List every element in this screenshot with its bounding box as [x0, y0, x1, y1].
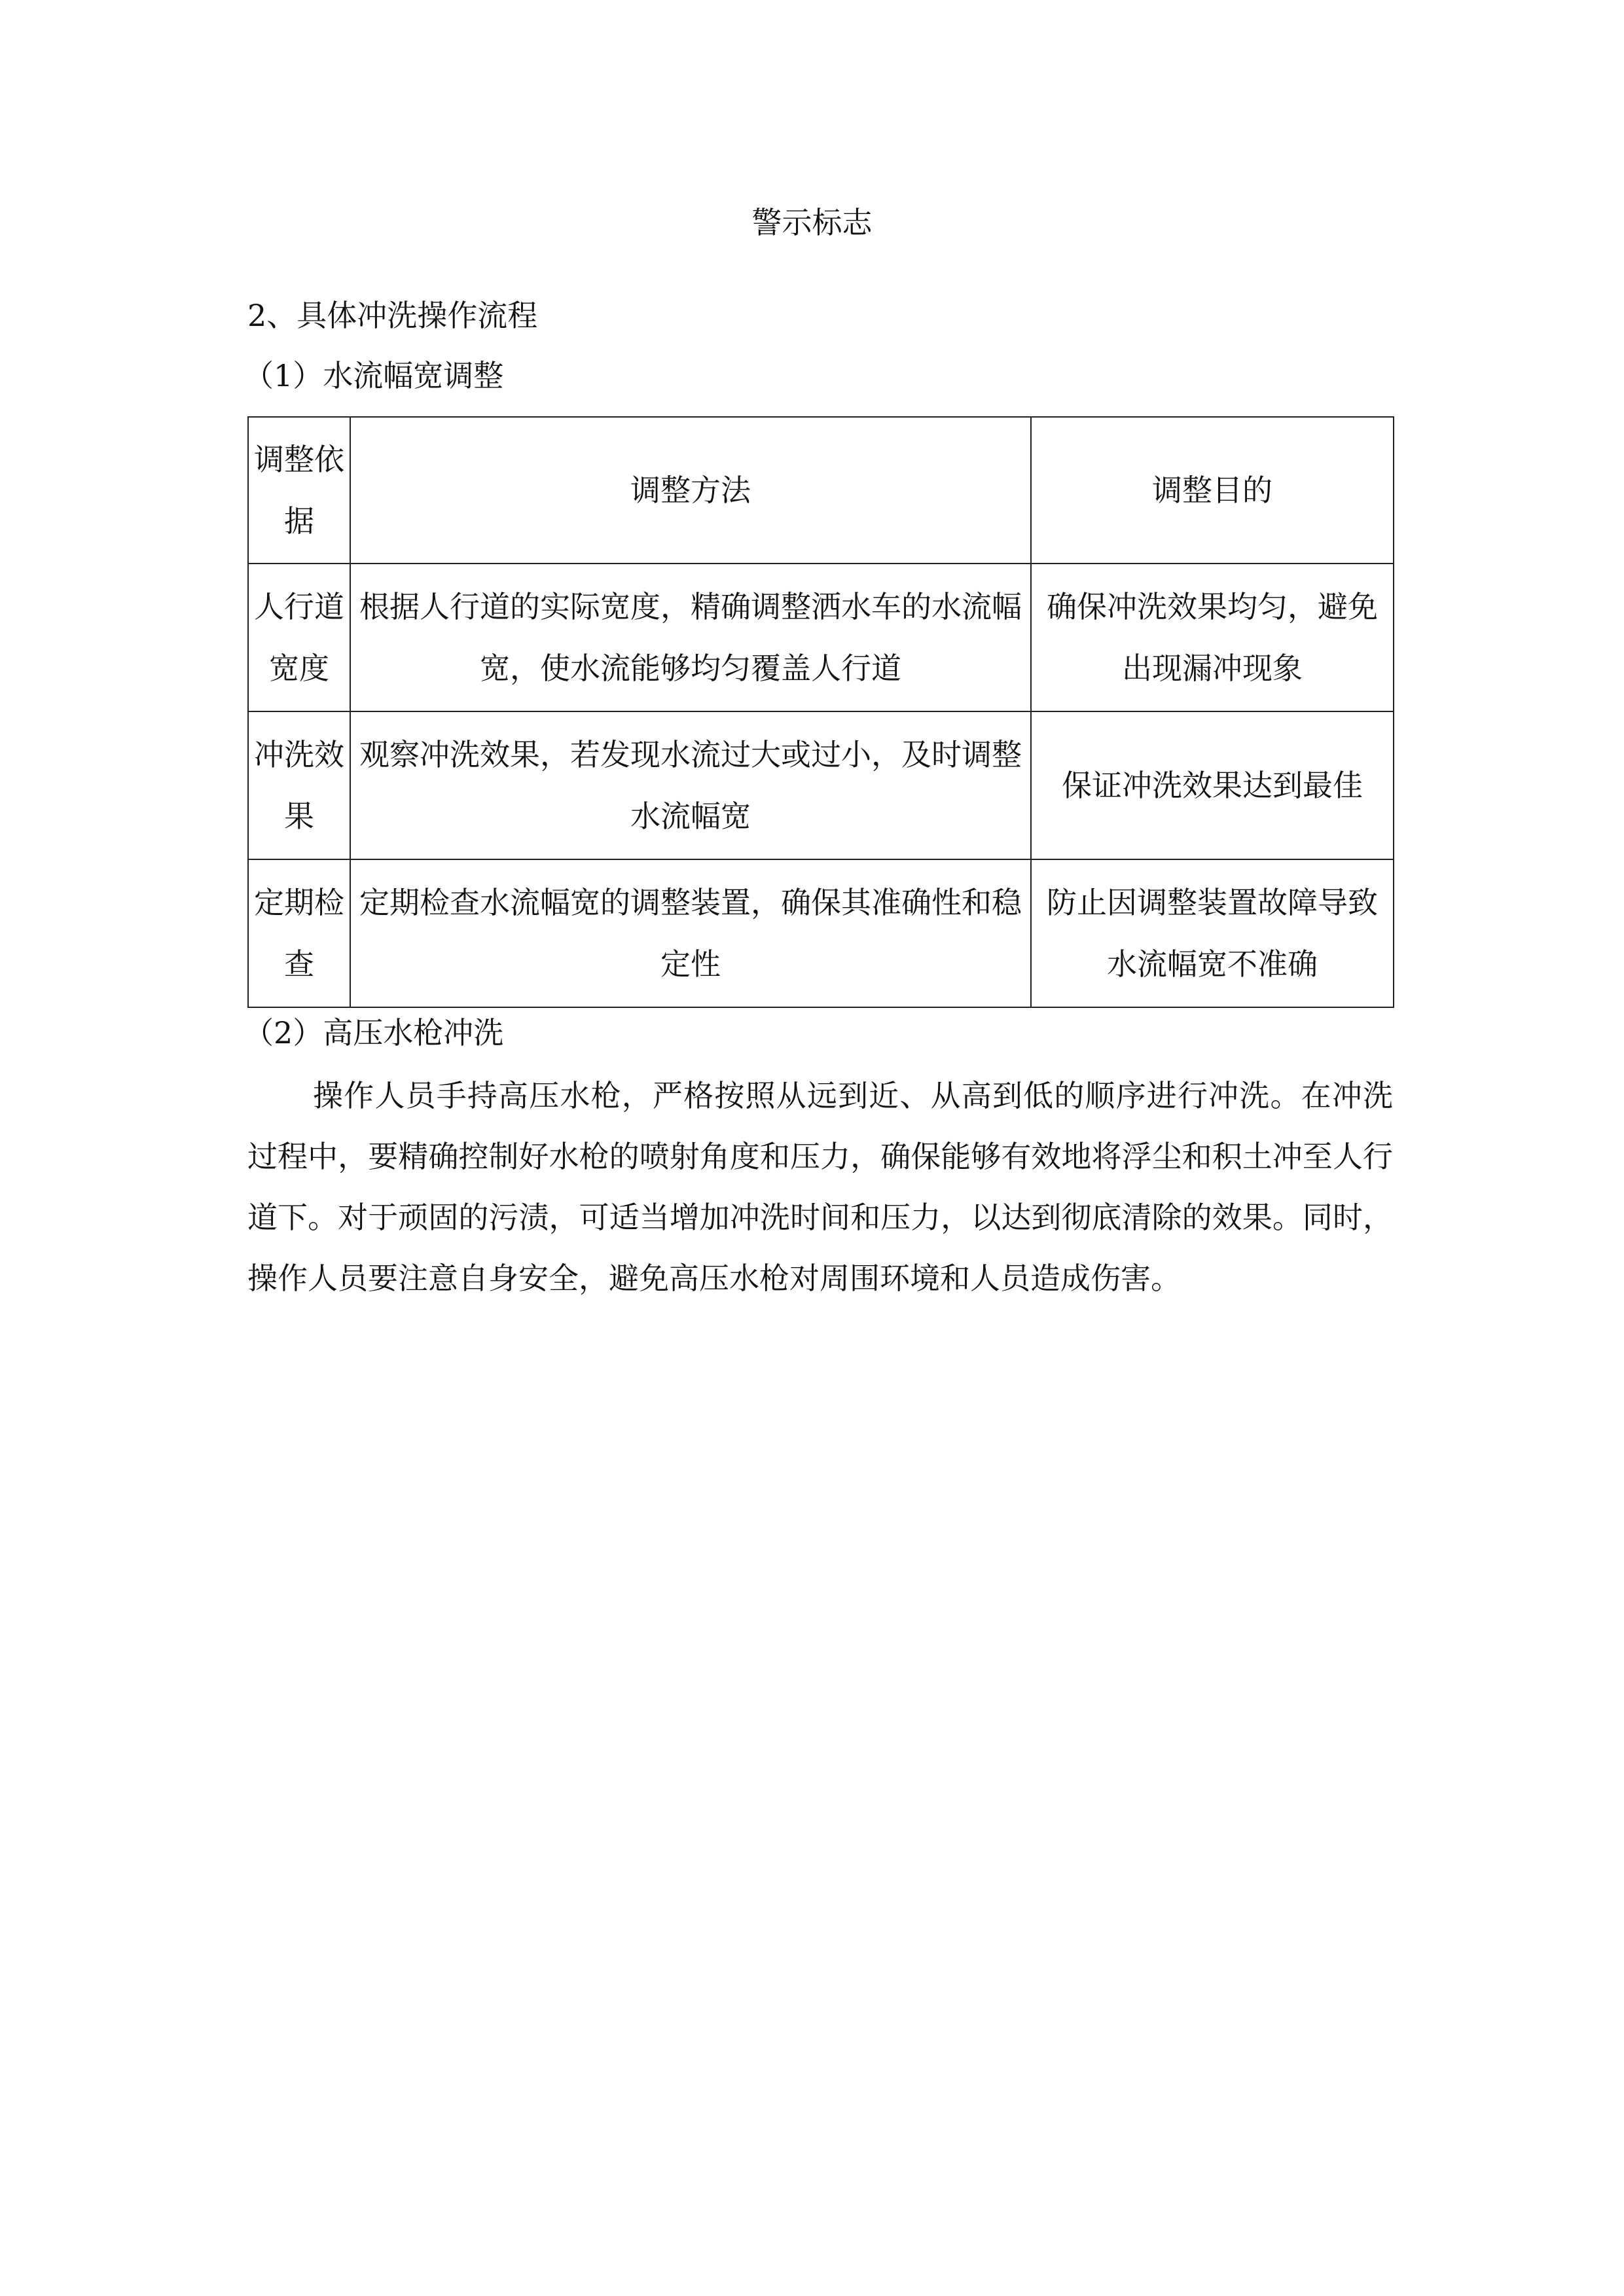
table-cell-purpose: 防止因调整装置故障导致水流幅宽不准确: [1031, 859, 1394, 1007]
table-header-cell: 调整方法: [350, 417, 1031, 564]
table-header-row: [248, 417, 1394, 564]
table-cell-method: 观察冲洗效果，若发现水流过大或过小，及时调整水流幅宽: [350, 711, 1031, 859]
table-cell-basis: 冲洗效果: [248, 711, 350, 859]
body-paragraph: 操作人员手持高压水枪，严格按照从远到近、从高到低的顺序进行冲洗。在冲洗过程中，要精确控制好水枪的喷射角度和压力，确保能够有效地将浮尘和积土冲至人行道下。对于顽固的污渍，可适当增加冲洗时间和压力，以达到彻底清除的效果。同时，操作人员要注意自身安全，避免高压水枪对周围环境和人员造成伤害。: [247, 1078, 1393, 1296]
table-cell-purpose: 保证冲洗效果达到最佳: [1031, 711, 1394, 859]
subsection-heading-high-pressure: （2）高压水枪冲洗: [244, 1015, 504, 1050]
table-cell-basis: 人行道宽度: [248, 564, 350, 711]
subsection-heading-flow-width: （1）水流幅宽调整: [244, 358, 504, 393]
table-cell-basis: 定期检查: [248, 859, 350, 1007]
table-cell-method: 定期检查水流幅宽的调整装置，确保其准确性和稳定性: [350, 859, 1031, 1007]
table-header-cell: 调整依据: [248, 417, 350, 564]
table-row: [248, 711, 1394, 859]
table-header-cell: 调整目的: [1031, 417, 1394, 564]
table-row: [248, 859, 1394, 1007]
table-cell-purpose: 确保冲洗效果均匀，避免出现漏冲现象: [1031, 564, 1394, 711]
section-heading: 2、具体冲洗操作流程: [247, 298, 538, 333]
table-row: [248, 564, 1394, 711]
figure-caption: 警示标志: [751, 205, 873, 240]
flow-width-adjustment-table: [247, 416, 1394, 1008]
table-cell-method: 根据人行道的实际宽度，精确调整洒水车的水流幅宽，使水流能够均匀覆盖人行道: [350, 564, 1031, 711]
